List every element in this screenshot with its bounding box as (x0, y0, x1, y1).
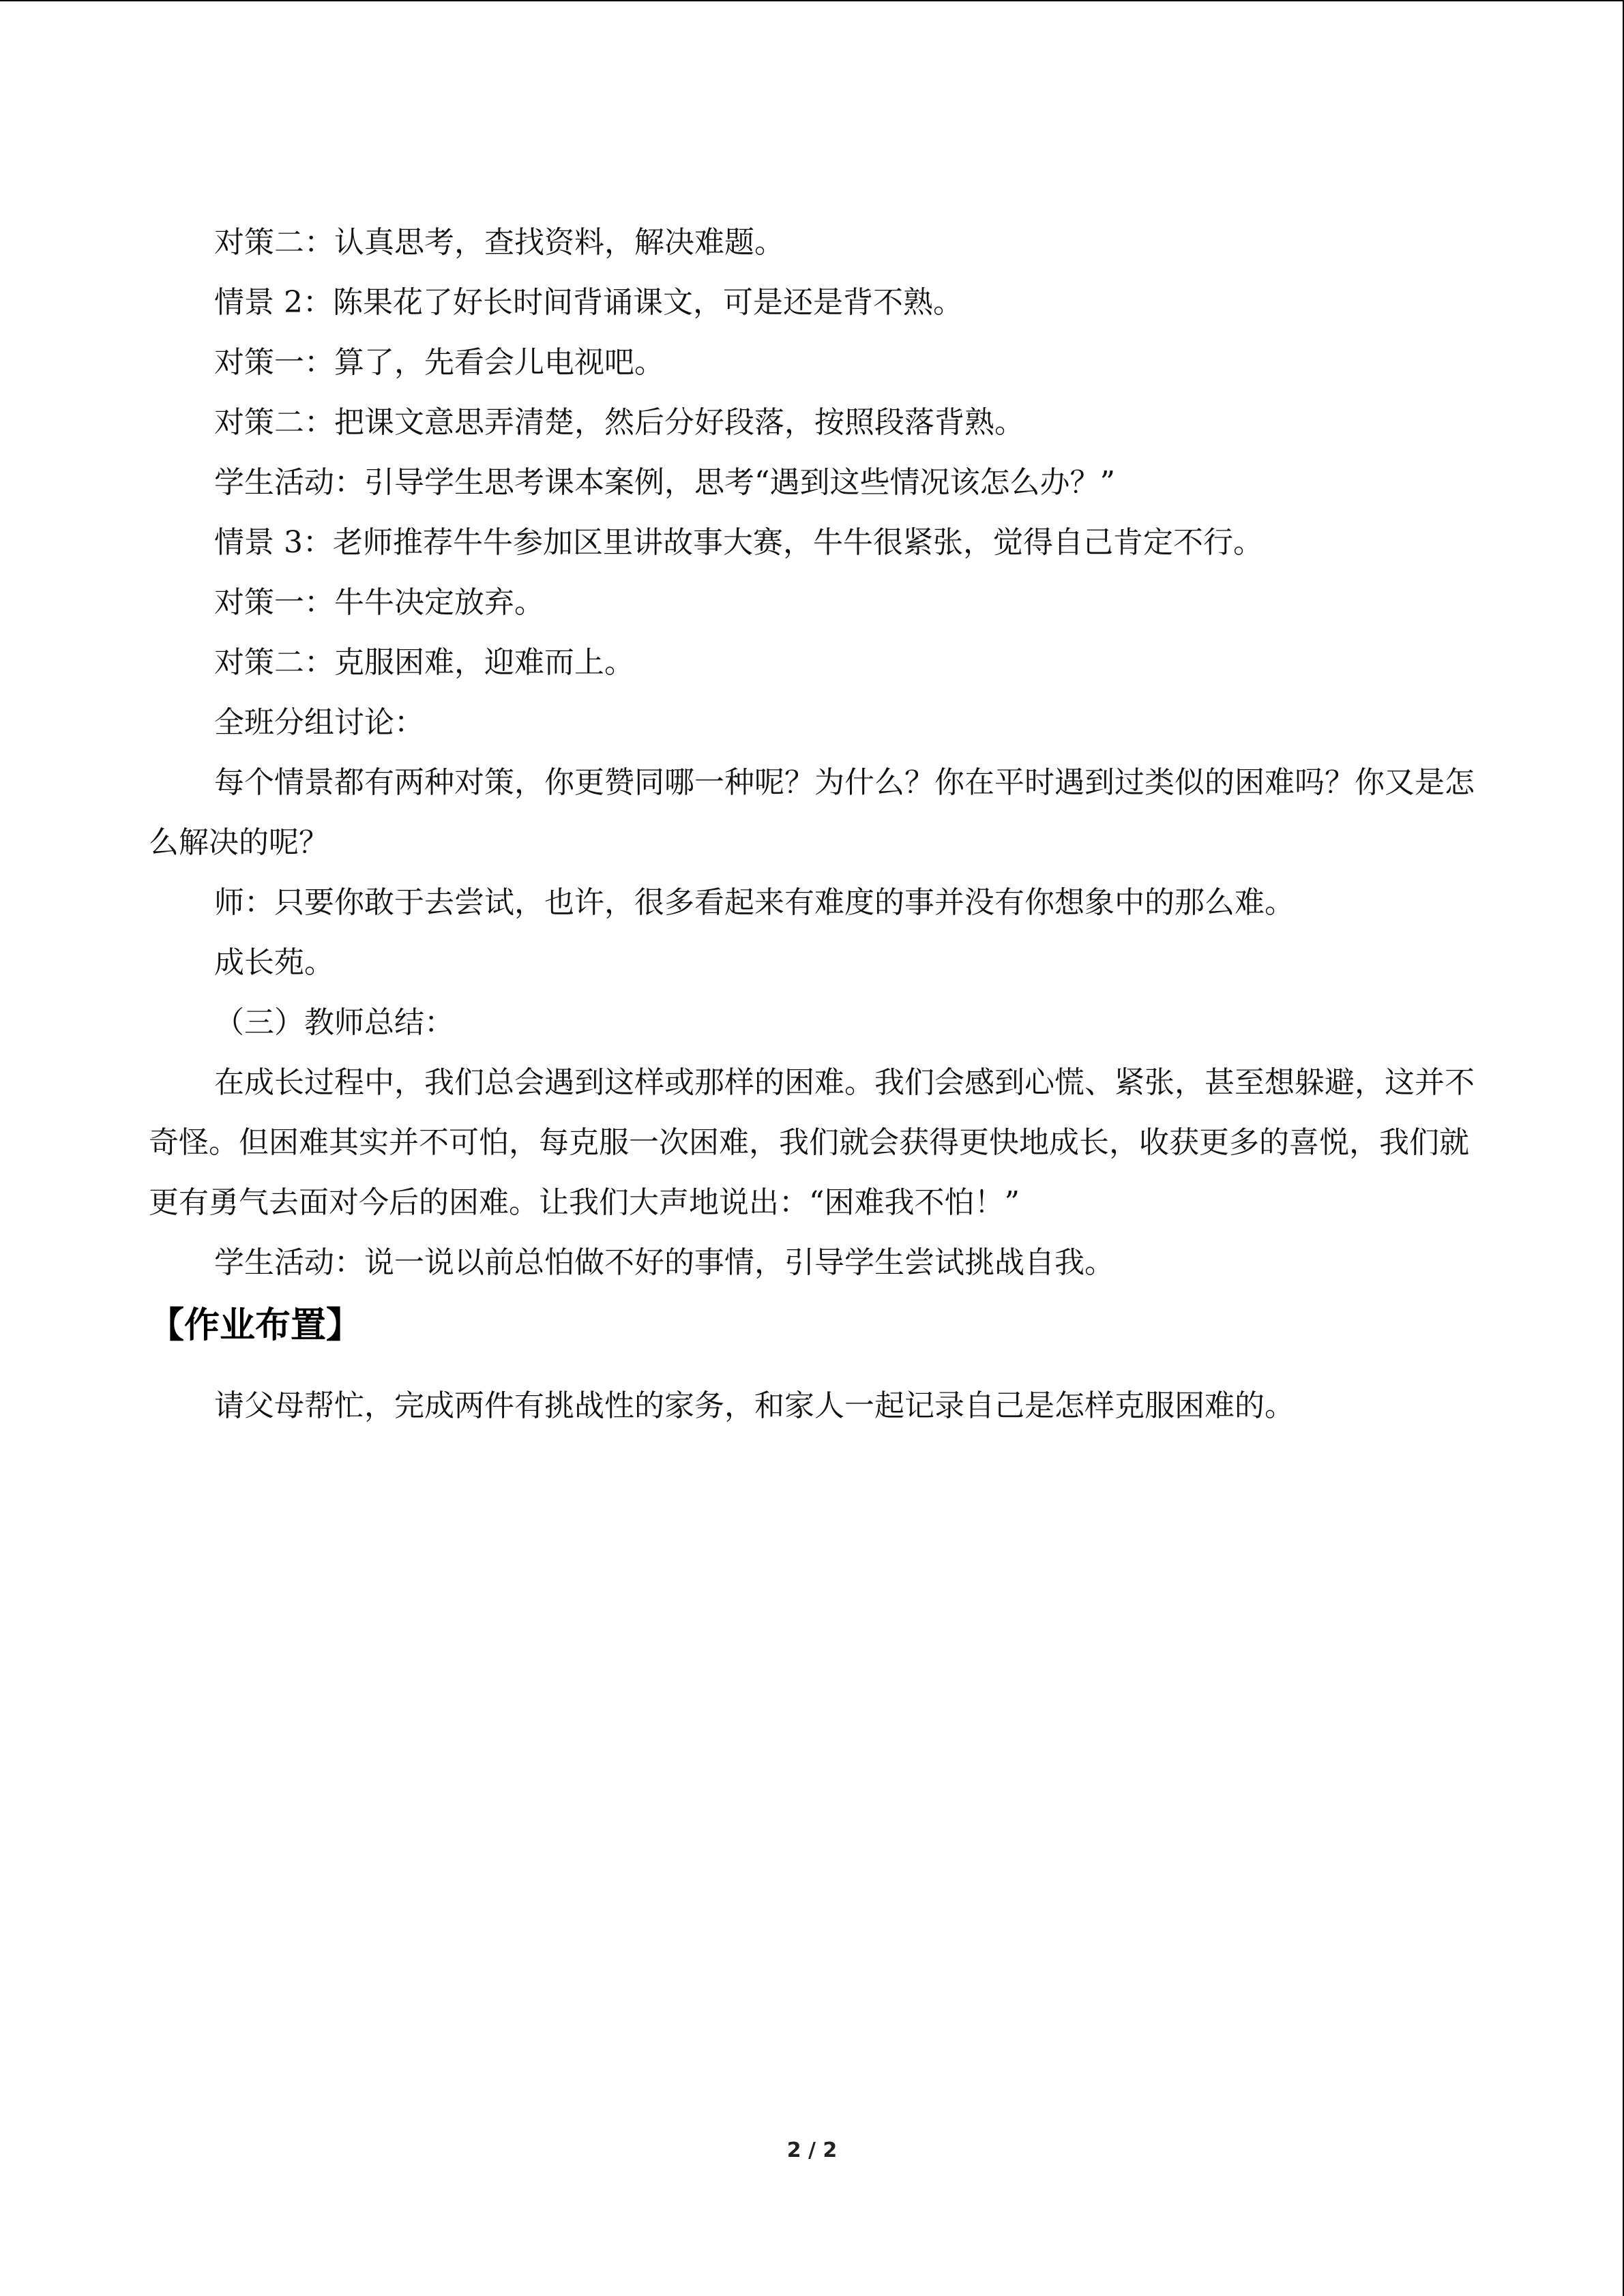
paragraph-teacher-remark: 师：只要你敢于去尝试，也许，很多看起来有难度的事并没有你想象中的那么难。 (214, 885, 1295, 920)
paragraph-strategy-2b: 对策二：把课文意思弄清楚，然后分好段落，按照段落背熟。 (214, 405, 1024, 440)
paragraph-group-discussion: 全班分组讨论： (214, 705, 424, 740)
paragraph-scenario-3: 情景 3：老师推荐牛牛参加区里讲故事大赛，牛牛很紧张，觉得自己肯定不行。 (214, 525, 1263, 560)
paragraph-strategy-2a: 对策二：认真思考，查找资料，解决难题。 (214, 225, 784, 260)
paragraph-growth-garden: 成长苑。 (214, 945, 334, 980)
paragraph-student-activity-1: 学生活动：引导学生思考课本案例，思考“遇到这些情况该怎么办？” (214, 465, 1115, 500)
paragraph-discussion-question: 每个情景都有两种对策，你更赞同哪一种呢？为什么？你在平时遇到过类似的困难吗？你又是怎么解决的呢？ (149, 765, 1475, 860)
paragraph-scenario-2: 情景 2：陈果花了好长时间背诵课文，可是还是背不熟。 (214, 285, 963, 320)
paragraph-teacher-summary-title: （三）教师总结： (214, 1005, 454, 1040)
section-heading-homework: 【作业布置】 (149, 1305, 362, 1346)
document-body (149, 213, 1475, 1436)
page-number: 2 / 2 (786, 2138, 838, 2162)
paragraph-student-activity-2: 学生活动：说一说以前总怕做不好的事情，引导学生尝试挑战自我。 (214, 1245, 1114, 1280)
paragraph-strategy-1b: 对策一：算了，先看会儿电视吧。 (214, 345, 664, 380)
paragraph-homework: 请父母帮忙，完成两件有挑战性的家务，和家人一起记录自己是怎样克服困难的。 (214, 1388, 1295, 1423)
paragraph-strategy-2c: 对策二：克服困难，迎难而上。 (214, 645, 634, 680)
paragraph-strategy-1c: 对策一：牛牛决定放弃。 (214, 585, 544, 620)
paragraph-teacher-summary: 在成长过程中，我们总会遇到这样或那样的困难。我们会感到心慌、紧张，甚至想躲避，这并不奇怪。但困难其实并不可怕，每克服一次困难，我们就会获得更快地成长，收获更多的喜悦，我们就更有勇气去面对今后的困难。让我们大声地说出：“困难我不怕！” (149, 1065, 1475, 1220)
